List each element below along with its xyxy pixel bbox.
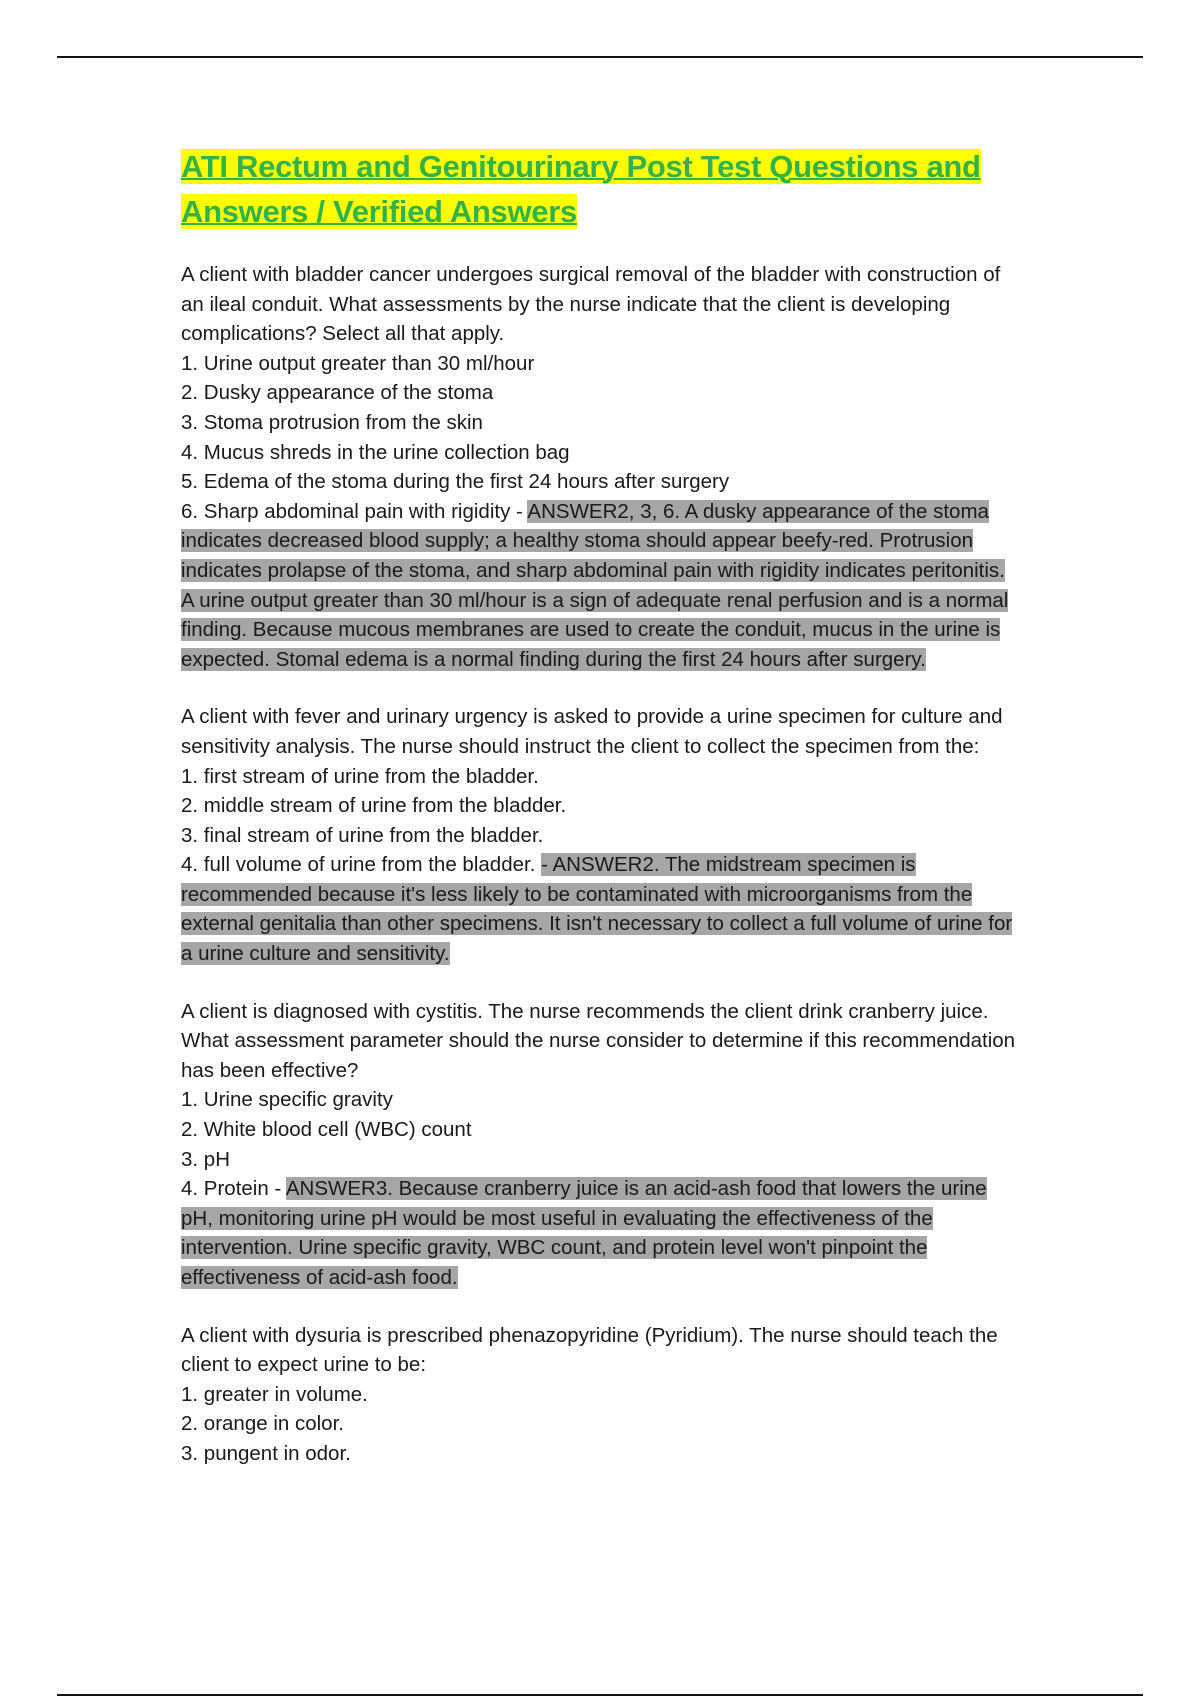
- question-block: [181, 997, 1021, 1293]
- document-title: ATI Rectum and Genitourinary Post Test Questions and Answers / Verified Answers: [181, 149, 981, 229]
- document-body: [181, 144, 1021, 1469]
- header-rule: [57, 56, 1143, 58]
- option-item: 1. greater in volume.: [181, 1382, 368, 1406]
- question-block: [181, 702, 1021, 968]
- option-item: 3. Stoma protrusion from the skin: [181, 410, 483, 434]
- footer-rule: [57, 1694, 1143, 1696]
- question-block: [181, 260, 1021, 674]
- option-item: 3. pH: [181, 1147, 230, 1171]
- option-item: 2. middle stream of urine from the bladder.: [181, 794, 567, 818]
- option-item: 4. Protein -: [181, 1177, 282, 1201]
- option-item: 2. White blood cell (WBC) count: [181, 1118, 472, 1142]
- option-item: 5. Edema of the stoma during the first 24 hours after surgery: [181, 470, 730, 494]
- option-item: 2. Dusky appearance of the stoma: [181, 381, 494, 405]
- option-item: 1. first stream of urine from the bladder.: [181, 764, 539, 788]
- question-text: A client with dysuria is prescribed phenazopyridine (Pyridium). The nurse should teach the client to expect urine to be:: [181, 1323, 998, 1377]
- question-text: A client is diagnosed with cystitis. The nurse recommends the client drink cranberry juice. What assessment parameter should the nurse consider to determine if this recommendation has been effective?: [181, 999, 1016, 1082]
- answer-text: ANSWER3. Because cranberry juice is an acid-ash food that lowers the urine pH, monitoring urine pH would be most useful in evaluating the effectiveness of the intervention. Urine specific gravity, WBC count, and protein level won't pinpoint the effectiveness of acid-ash food.: [181, 1177, 987, 1289]
- answer-text: ANSWER2, 3, 6. A dusky appearance of the stoma indicates decreased blood supply; a healthy stoma should appear beefy-red. Protrusion indicates prolapse of the stoma, and sharp abdominal pain with rigidity indicates peritonitis. A urine output greater than 30 ml/hour is a sign of adequate renal perfusion and is a normal finding. Because mucous membranes are used to create the conduit, mucus in the urine is expected. Stomal edema is a normal finding during the first 24 hours after surgery.: [181, 499, 1009, 671]
- option-item: 1. Urine output greater than 30 ml/hour: [181, 351, 535, 375]
- answer-text: - ANSWER2. The midstream specimen is recommended because it's less likely to be contaminated with microorganisms from the external genitalia than other specimens. It isn't necessary to collect a full volume of urine for a urine culture and sensitivity.: [181, 853, 1013, 966]
- option-item: 2. orange in color.: [181, 1412, 344, 1436]
- question-text: A client with bladder cancer undergoes surgical removal of the bladder with construction of an ileal conduit. What assessments by the nurse indicate that the client is developing complications? Select all that apply.: [181, 263, 1001, 346]
- question-text: A client with fever and urinary urgency is asked to provide a urine specimen for culture and sensitivity analysis. The nurse should instruct the client to collect the specimen from the:: [181, 705, 1003, 758]
- option-item: 3. final stream of urine from the bladder.: [181, 823, 544, 847]
- option-item: 4. Mucus shreds in the urine collection bag: [181, 440, 570, 464]
- question-block: [181, 1321, 1021, 1469]
- option-item: 6. Sharp abdominal pain with rigidity -: [181, 499, 523, 523]
- option-item: 3. pungent in odor.: [181, 1441, 351, 1465]
- option-item: 1. Urine specific gravity: [181, 1088, 393, 1112]
- option-item: 4. full volume of urine from the bladder.: [181, 853, 536, 877]
